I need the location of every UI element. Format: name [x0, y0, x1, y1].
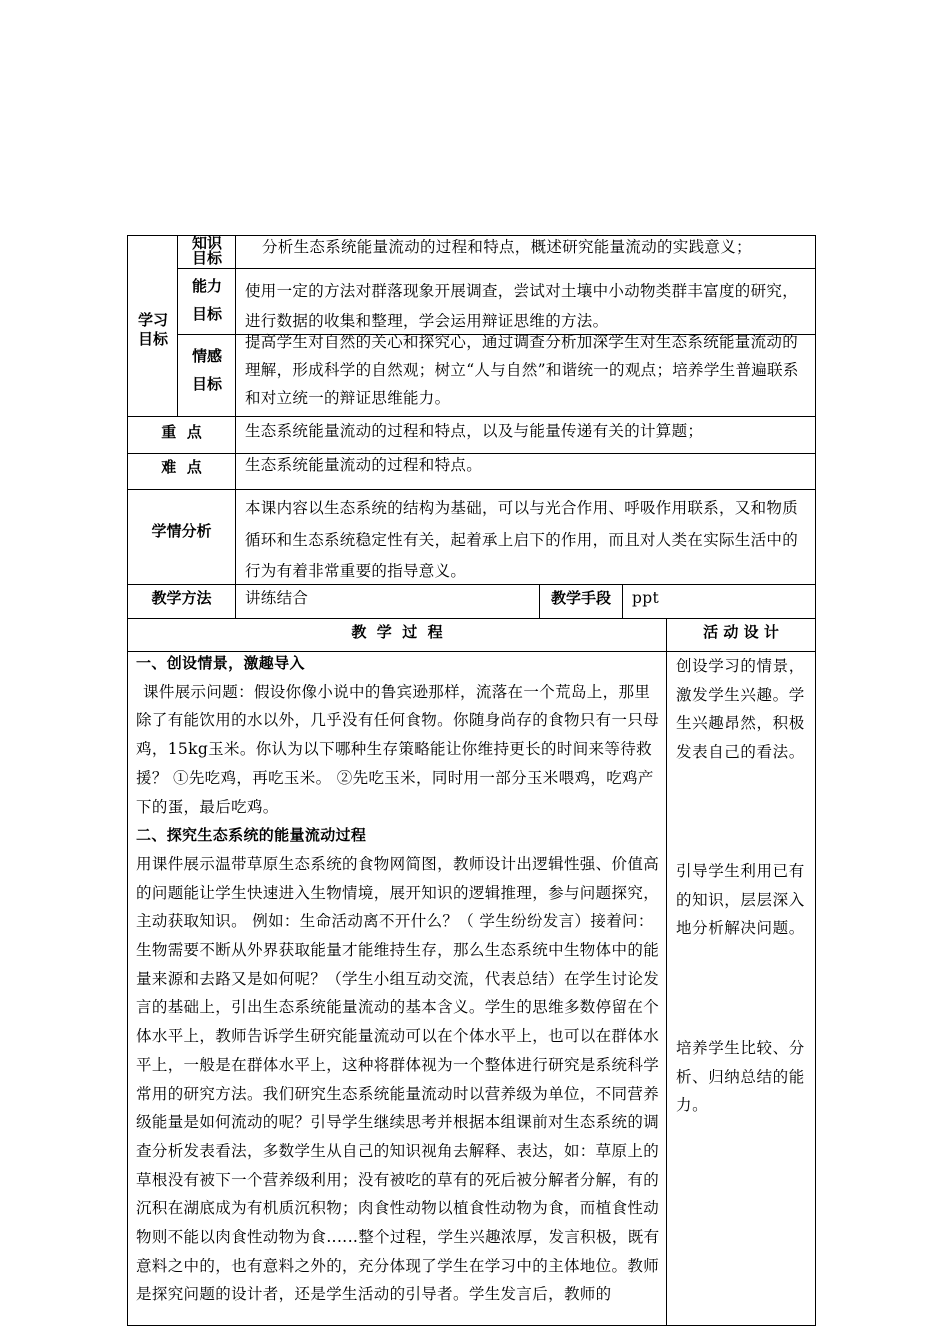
section2-text: 用课件展示温带草原生态系统的食物网简图，教师设计出逻辑性强、价值高的问题能让学生快速进入生物情境，展开知识的逻辑推理，参与问题探究，主动获取知识。 例如：生命活动离不开什么？（ 学生纷纷发言）接着问： 生物需要不断从外界获取能量才能维持生存，那么生态系统中生物体中的能量来源和去路又是如何呢？（学生小组互动交流，代表总结）在学生讨论发言的基础上，引出生态系统能量流动的基本含义。学生的思维多数停留在个体水平上，教师告诉学生研究能量流动可以在个体水平上，也可以在群体水平上，一般是在群体水平上，这种将群体视为一个整体进行研究是系统科学常用的研究方法。我们研究生态系统能量流动时以营养级为单位，不同营养级能量是如何流动的呢？引导学生继续思考并根据本组课前对生态系统的调查分析发表看法，多数学生从自己的知识视角去解释、表达，如：草原上的草根没有被下一个营养级利用；没有被吃的草有的死后被分解者分解，有的沉积在湖底成为有机质沉积物；肉食性动物以植食性动物为食，而植食性动物则不能以肉食性动物为食‥‥‥整个过程，学生兴趣浓厚，发言积极，既有意料之中的，也有意料之外的，充分体现了学生在学习中的主体地位。教师是探究问题的设计者，还是学生活动的引导者。学生发言后，教师的 [136, 854, 660, 1304]
method-label: 教学方法 [151, 589, 212, 607]
ability-label-line1: 能力 [191, 277, 222, 295]
process-header: 教 学 过 程 [351, 623, 443, 641]
activity-1: 创设学习的情景，激发学生兴趣。学生兴趣昂然，积极发表自己的看法。 [676, 657, 805, 762]
method-value: 讲练结合 [245, 589, 309, 607]
emotion-text: 提高学生对自然的关心和探究心，通过调查分析加深学生对生态系统能量流动的理解，形成科学的自然观；树立“人与自然”和谐统一的观点；培养学生普遍联系和对立统一的辩证思维能力。 [245, 333, 799, 407]
col-line-activity [666, 618, 667, 1326]
emotion-label [178, 342, 236, 398]
key-point-text: 生态系统能量流动的过程和特点，以及与能量传递有关的计算题； [245, 422, 704, 440]
activity-header: 活 动 设 计 [703, 623, 779, 641]
row-line-knowledge [177, 268, 816, 269]
table-left-border [127, 235, 128, 1326]
section2-title: 二、探究生态系统的能量流动过程 [136, 826, 367, 845]
objectives-label: 学习目标 [137, 311, 168, 348]
knowledge-label-line2: 目标 [191, 249, 222, 267]
student-analysis-text: 本课内容以生态系统的结构为基础，可以与光合作用、呼吸作用联系，又和物质循环和生态系统稳定性有关，起着承上启下的作用，而且对人类在实际生活中的行为有着非常重要的指导意义。 [245, 499, 799, 580]
process-content [136, 649, 662, 1309]
student-analysis-label: 学情分析 [151, 522, 212, 540]
activity-3: 培养学生比较、分析、归纳总结的能力。 [676, 1039, 805, 1115]
emotion-label-line2: 目标 [191, 375, 222, 393]
emotion-label-line1: 情感 [191, 347, 222, 365]
row-line-method [127, 618, 816, 619]
knowledge-label [178, 236, 236, 266]
table-bottom-border [127, 1325, 816, 1326]
means-label: 教学手段 [550, 589, 611, 607]
col-line-means-value [622, 584, 623, 619]
knowledge-label-line1: 知识 [191, 234, 222, 252]
ability-label-line2: 目标 [191, 305, 222, 323]
row-line-objectives [127, 416, 816, 417]
key-point-label: 重 点 [161, 423, 202, 441]
difficulty-text: 生态系统能量流动的过程和特点。 [245, 456, 483, 474]
knowledge-text: 分析生态系统能量流动的过程和特点，概述研究能量流动的实践意义； [262, 238, 752, 256]
table-right-border [815, 235, 816, 1326]
difficulty-label: 难 点 [161, 458, 202, 476]
activity-2: 引导学生利用已有的知识，层层深入地分析解决问题。 [676, 862, 805, 938]
means-value: ppt [632, 589, 659, 607]
row-line-difficulty [127, 489, 816, 490]
section1-text: 课件展示问题：假设你像小说中的鲁宾逊那样，流落在一个荒岛上，那里除了有能饮用的水以外，几乎没有任何食物。你随身尚存的食物只有一只母鸡，15kg玉米。你认为以下哪种生存策略能让你维持更长的时间来等待救援？ ①先吃鸡，再吃玉米。 ②先吃玉米，同时用一部分玉米喂鸡，吃鸡产下的蛋，最后吃鸡。 [136, 682, 660, 816]
ability-text: 使用一定的方法对群落现象开展调查，尝试对土壤中小动物类群丰富度的研究，进行数据的收集和整理，学会运用辩证思维的方法。 [245, 282, 799, 330]
ability-label [178, 272, 236, 328]
section1-title: 一、创设情景，激趣导入 [136, 654, 305, 672]
